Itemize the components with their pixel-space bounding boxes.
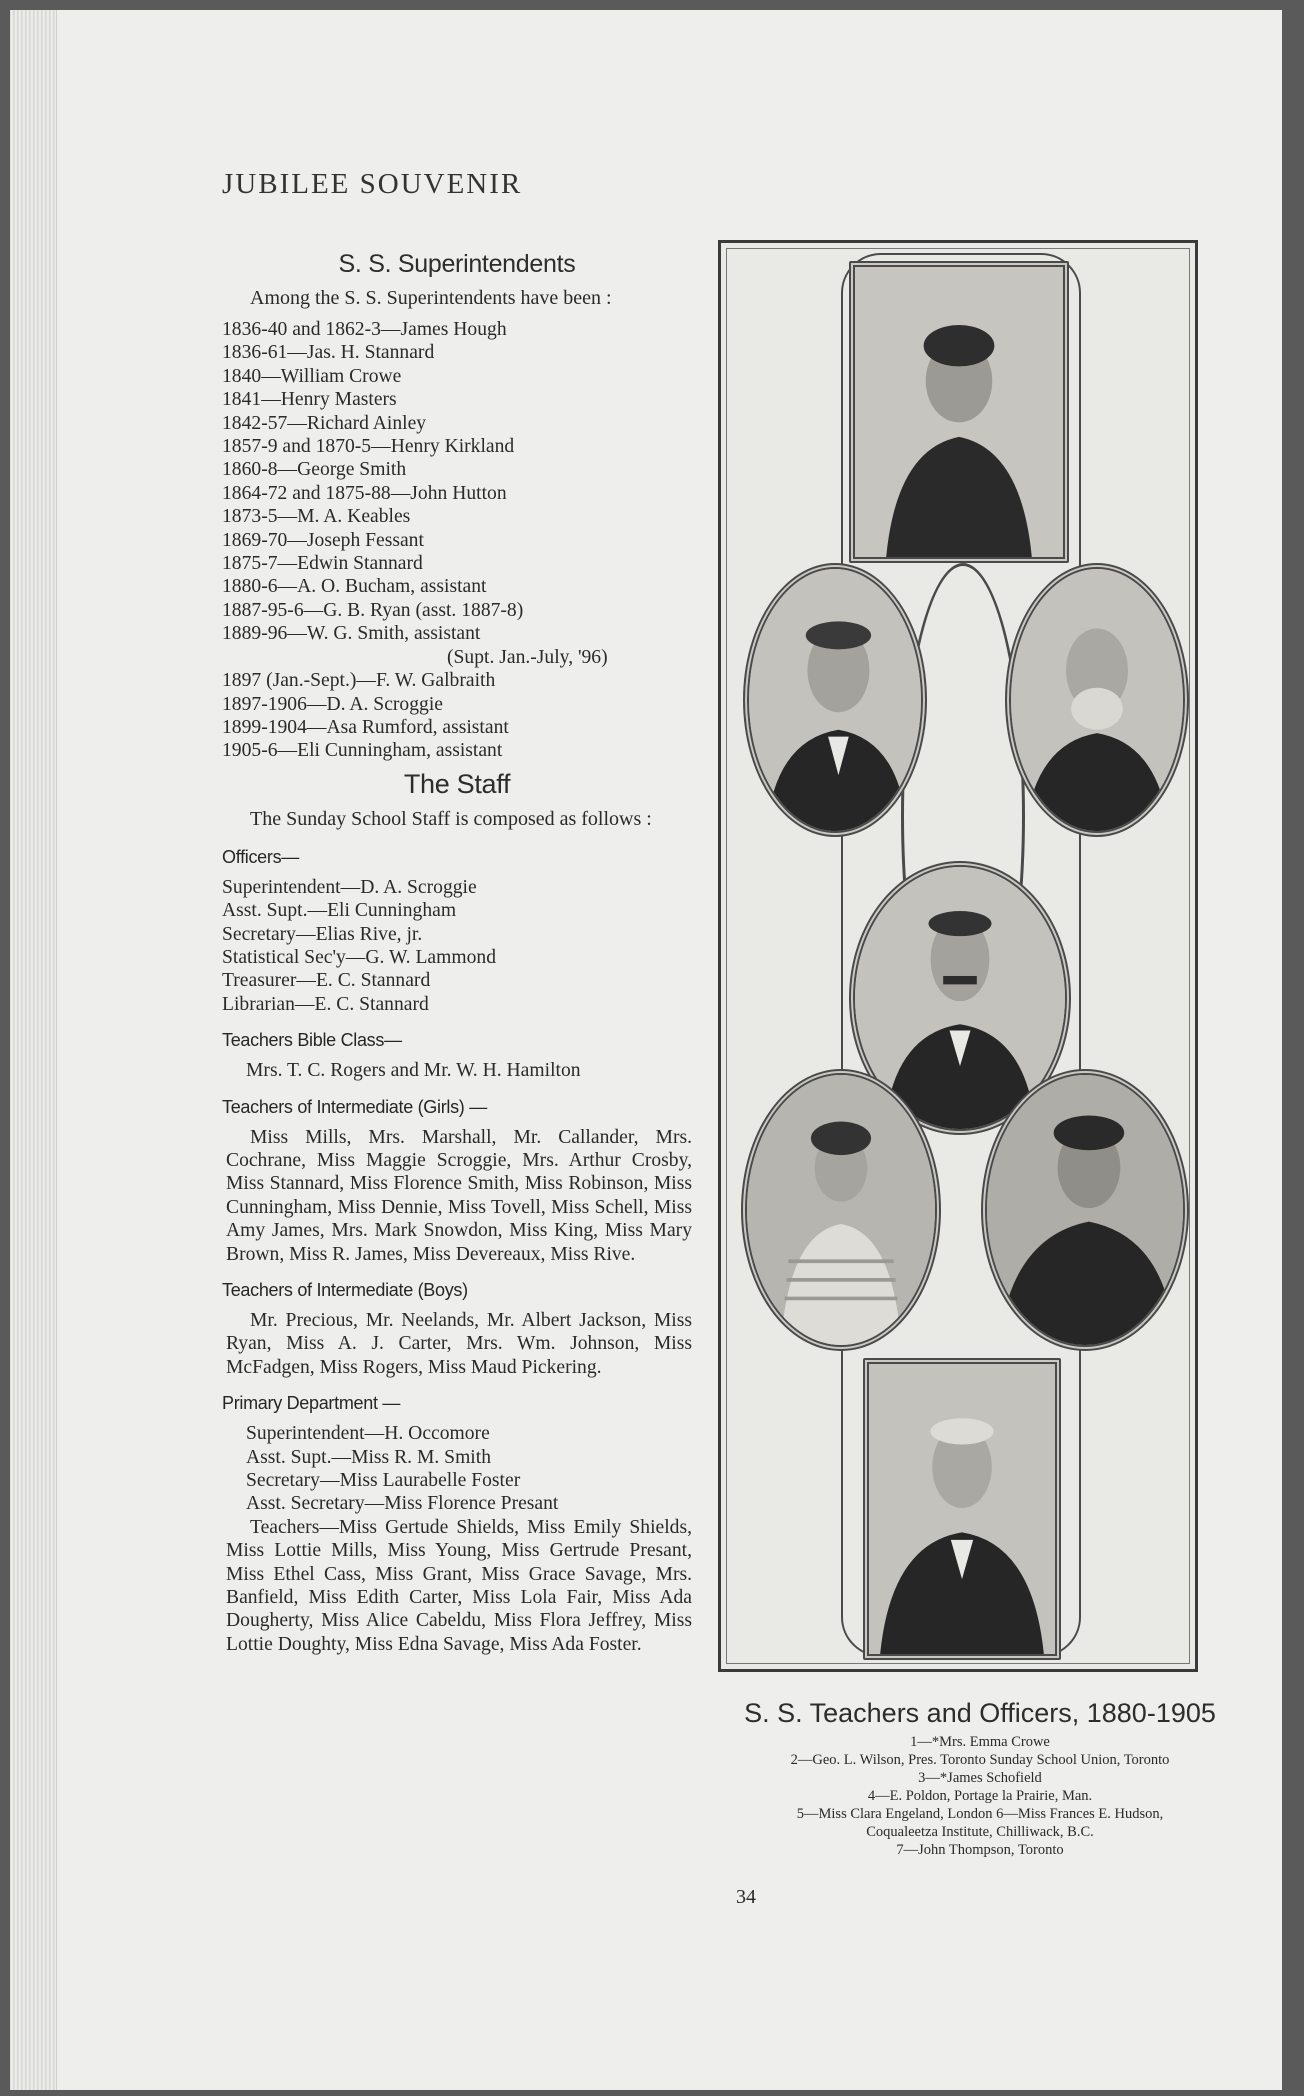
list-item: 1880-6—A. O. Bucham, assistant bbox=[222, 576, 487, 598]
list-item: Superintendent—D. A. Scroggie bbox=[222, 876, 477, 898]
superintendents-heading: S. S. Superintendents bbox=[338, 250, 576, 278]
portrait-3 bbox=[1005, 563, 1189, 837]
superintendents-list bbox=[222, 318, 692, 763]
running-header: JUBILEE SOUVENIR bbox=[222, 168, 523, 200]
portrait-woman-dark-icon bbox=[987, 1075, 1183, 1345]
list-item: 1860-8—George Smith bbox=[222, 459, 407, 481]
list-item: 1897 (Jan.-Sept.)—F. W. Galbraith bbox=[222, 670, 496, 692]
boys-teachers: Mr. Precious, Mr. Neelands, Mr. Albert Jackson, Miss Ryan, Miss A. J. Carter, Mrs. Wm. Johnson, Miss McFadgen, Miss Rogers, Miss Maud Pickering. bbox=[226, 1310, 692, 1378]
list-item: Secretary—Elias Rive, jr. bbox=[222, 923, 423, 945]
caption-line: 5—Miss Clara Engeland, London 6—Miss Frances E. Hudson, bbox=[796, 1806, 1164, 1822]
caption-line: 2—Geo. L. Wilson, Pres. Toronto Sunday School Union, Toronto bbox=[790, 1752, 1170, 1768]
list-item: Superintendent—H. Occomore bbox=[246, 1423, 490, 1445]
list-item: 1869-70—Joseph Fessant bbox=[222, 529, 424, 551]
portrait-1 bbox=[849, 261, 1069, 563]
photo-collage bbox=[718, 240, 1198, 1672]
list-item: 1836-61—Jas. H. Stannard bbox=[222, 342, 435, 364]
primary-teachers: Teachers—Miss Gertude Shields, Miss Emily Shields, Miss Lottie Mills, Miss Young, Miss Gertrude Presant, Miss Ethel Cass, Miss Grant, Miss Grace Savage, Mrs. Banfield, Miss Edith Carter, Miss Lola Fair, Miss Ada Dougherty, Miss Alice Cabeldu, Miss Flora Jeffrey, Miss Lottie Doughty, Miss Edna Savage, Miss Ada Foster. bbox=[226, 1516, 692, 1655]
list-item: 1905-6—Eli Cunningham, assistant bbox=[222, 740, 503, 762]
list-item: Asst. Supt.—Eli Cunningham bbox=[222, 900, 457, 922]
collage-caption bbox=[700, 1698, 1260, 1859]
superintendents-intro: Among the S. S. Superintendents have been : bbox=[250, 287, 612, 309]
list-item: 1836-40 and 1862-3—James Hough bbox=[222, 319, 507, 340]
portrait-2 bbox=[743, 563, 927, 837]
portrait-7 bbox=[863, 1358, 1061, 1660]
bible-class-heading: Teachers Bible Class— bbox=[222, 1030, 402, 1051]
portrait-6 bbox=[981, 1069, 1189, 1351]
list-item: Asst. Supt.—Miss R. M. Smith bbox=[246, 1446, 491, 1468]
staff-intro: The Sunday School Staff is composed as follows : bbox=[250, 807, 652, 830]
list-item: Librarian—E. C. Stannard bbox=[222, 993, 429, 1015]
list-item: (Supt. Jan.-July, '96) bbox=[447, 646, 608, 668]
girls-teachers: Miss Mills, Mrs. Marshall, Mr. Callander, Mrs. Cochrane, Miss Maggie Scroggie, Mrs. Arthur Crosby, Miss Stannard, Miss Florence Smith, Miss Robinson, Miss Cunningham, Miss Dennie, Miss Tovell, Miss Schell, Miss Amy James, Mrs. Mark Snowdon, Miss King, Miss Mary Brown, Miss R. James, Miss Devereaux, Miss Rive. bbox=[226, 1126, 692, 1265]
bible-class-teachers: Mrs. T. C. Rogers and Mr. W. H. Hamilton bbox=[246, 1060, 581, 1082]
caption-line: 3—*James Schofield bbox=[918, 1770, 1042, 1786]
staff-heading: The Staff bbox=[403, 768, 511, 799]
caption-line: 1—*Mrs. Emma Crowe bbox=[910, 1734, 1050, 1750]
list-item: 1899-1904—Asa Rumford, assistant bbox=[222, 716, 509, 738]
list-item: 1864-72 and 1875-88—John Hutton bbox=[222, 482, 507, 504]
list-item: 1840—William Crowe bbox=[222, 365, 402, 387]
list-item: Treasurer—E. C. Stannard bbox=[222, 970, 431, 992]
list-item: 1875-7—Edwin Stannard bbox=[222, 553, 423, 575]
boys-heading: Teachers of Intermediate (Boys) bbox=[222, 1280, 468, 1300]
portrait-5 bbox=[741, 1069, 941, 1351]
list-item: Statistical Sec'y—G. W. Lammond bbox=[222, 946, 497, 968]
officers-heading: Officers— bbox=[222, 846, 299, 867]
caption-title: S. S. Teachers and Officers, 1880-1905 bbox=[744, 1698, 1216, 1728]
girls-heading: Teachers of Intermediate (Girls) — bbox=[222, 1096, 487, 1117]
caption-line: Coqualeetza Institute, Chilliwack, B.C. bbox=[866, 1824, 1094, 1840]
primary-heading: Primary Department — bbox=[222, 1393, 401, 1414]
page-number: 34 bbox=[736, 1886, 756, 1908]
list-item: Secretary—Miss Laurabelle Foster bbox=[246, 1470, 521, 1492]
caption-line: 4—E. Poldon, Portage la Prairie, Man. bbox=[867, 1788, 1093, 1804]
portrait-man-beard-icon bbox=[1011, 569, 1183, 831]
primary-officers bbox=[222, 1422, 692, 1516]
list-item: 1841—Henry Masters bbox=[222, 389, 397, 411]
portrait-man-icon bbox=[749, 569, 921, 831]
officers-list bbox=[222, 876, 692, 1016]
list-item: 1857-9 and 1870-5—Henry Kirkland bbox=[222, 436, 515, 458]
list-item: 1887-95-6—G. B. Ryan (asst. 1887-8) bbox=[222, 599, 524, 621]
left-column bbox=[222, 240, 692, 1656]
list-item: Asst. Secretary—Miss Florence Presant bbox=[246, 1493, 559, 1515]
portrait-girl-icon bbox=[747, 1075, 935, 1345]
page-edge bbox=[10, 10, 57, 2090]
list-item: 1842-57—Richard Ainley bbox=[222, 412, 427, 434]
portrait-man-elder-icon bbox=[869, 1364, 1055, 1654]
list-item: 1889-96—W. G. Smith, assistant bbox=[222, 623, 481, 645]
list-item: 1897-1906—D. A. Scroggie bbox=[222, 693, 443, 715]
caption-line: 7—John Thompson, Toronto bbox=[896, 1842, 1064, 1858]
list-item: 1873-5—M. A. Keables bbox=[222, 506, 411, 528]
portrait-woman-icon bbox=[855, 267, 1063, 557]
